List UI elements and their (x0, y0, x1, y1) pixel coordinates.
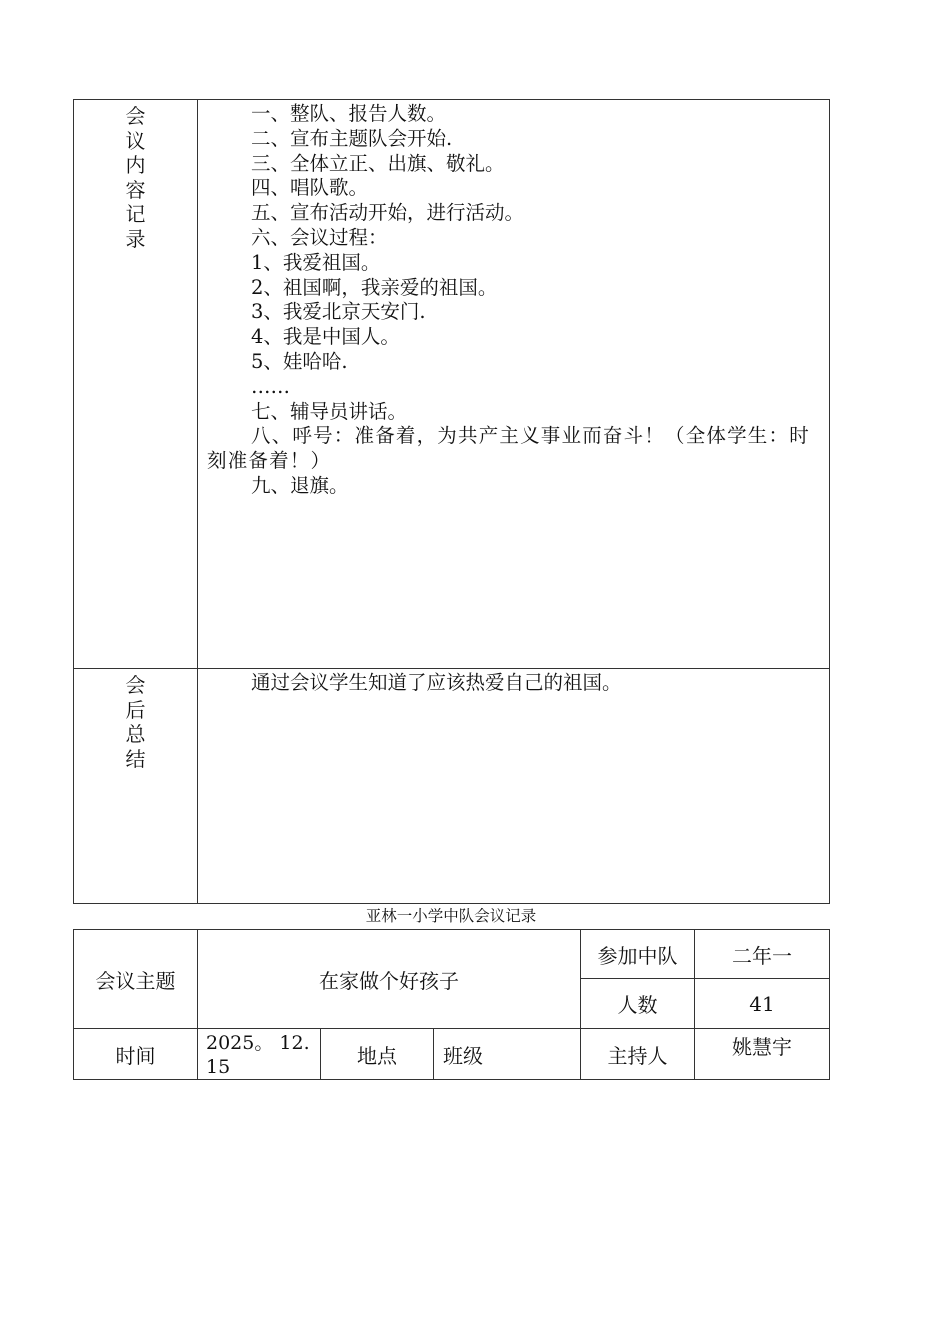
place-value: 班级 (434, 1029, 581, 1080)
summary-row (74, 669, 830, 904)
count-value: 41 (695, 979, 830, 1029)
summary-body-cell (198, 669, 830, 904)
content-body-cell (198, 100, 830, 669)
content-line: 2、祖国啊，我亲爱的祖国。 (251, 275, 498, 299)
table-caption: 亚林一小学中队会议记录 (365, 907, 537, 925)
content-line: 二、宣布主题队会开始. (251, 126, 453, 150)
squad-label: 参加中队 (581, 930, 695, 979)
content-line: 九、退旗。 (251, 473, 349, 497)
theme-value: 在家做个好孩子 (198, 930, 581, 1029)
count-label: 人数 (581, 979, 695, 1029)
content-line: 4、我是中国人。 (251, 325, 400, 349)
time-label: 时间 (74, 1029, 198, 1080)
squad-value: 二年一 (695, 930, 830, 979)
theme-row (74, 930, 830, 979)
host-label: 主持人 (581, 1029, 695, 1080)
content-line: 七、辅导员讲话。 (251, 399, 408, 423)
meeting-info-table (73, 929, 830, 1080)
content-line: 六、会议过程： (251, 225, 388, 249)
record-table (73, 99, 830, 904)
content-line: …… (251, 374, 290, 398)
summary-body (198, 669, 829, 696)
summary-text: 通过会议学生知道了应该热爱自己的祖国。 (251, 671, 622, 694)
place-label: 地点 (321, 1029, 434, 1080)
content-line: 1、我爱祖国。 (251, 250, 381, 274)
content-line: 四、唱队歌。 (251, 176, 369, 200)
summary-label-cell (74, 669, 198, 904)
content-line: 五、宣布活动开始，进行活动。 (251, 201, 525, 225)
host-value: 姚慧宇 (695, 1029, 830, 1080)
content-line: 三、全体立正、出旗、敬礼。 (251, 151, 505, 175)
time-row (74, 1029, 830, 1080)
content-line: 5、娃哈哈. (251, 349, 348, 373)
content-row (74, 100, 830, 669)
theme-label: 会议主题 (74, 930, 198, 1029)
content-line: 一、整队、报告人数。 (251, 102, 447, 125)
summary-label: 会 后 总 结 (125, 673, 146, 771)
content-line: 八、呼号：准备着，为共产主义事业而奋斗！（全体学生：时刻准备着！） (207, 424, 810, 473)
time-value: 2025。 12. 15 (198, 1029, 321, 1080)
content-line: 3、我爱北京天安门. (251, 300, 426, 324)
content-label-cell (74, 100, 198, 669)
content-body (198, 100, 829, 499)
content-label: 会 议 内 容 记 录 (125, 104, 146, 251)
